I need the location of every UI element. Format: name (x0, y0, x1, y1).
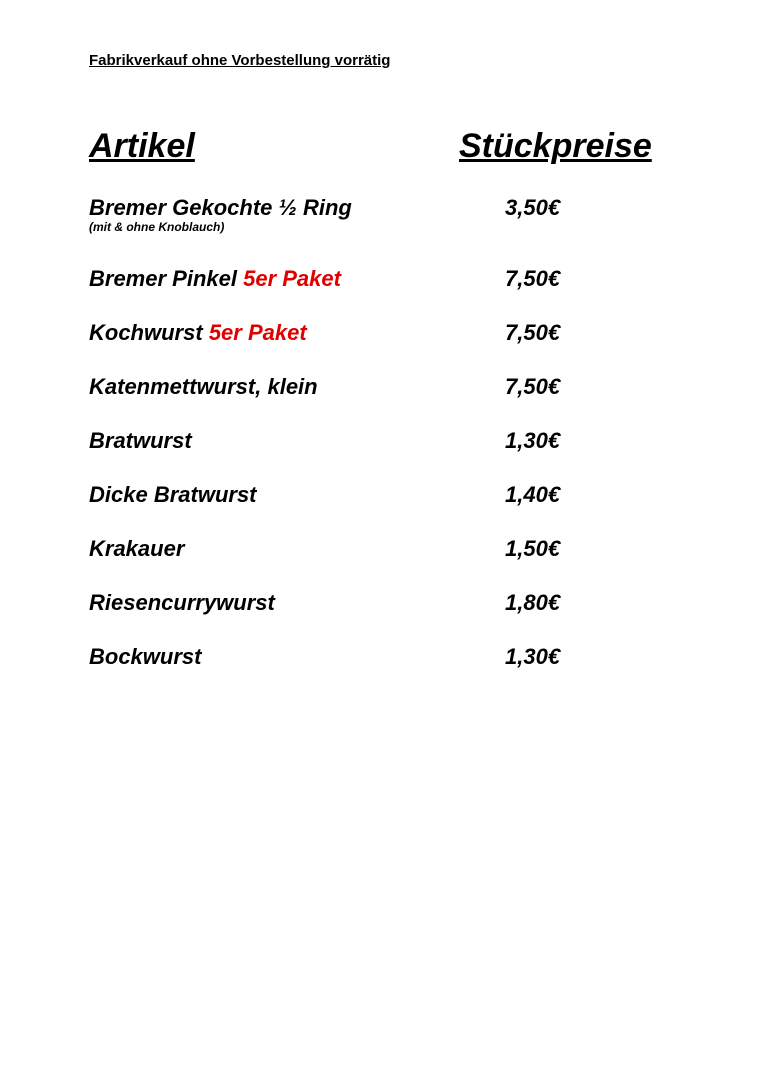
item-price: 1,40€ (505, 482, 561, 507)
item-name: Bremer Gekochte ½ Ring (89, 195, 352, 220)
item-price: 1,50€ (505, 536, 561, 561)
item-price: 7,50€ (505, 266, 561, 291)
column-header-article: Artikel (89, 127, 195, 165)
item-name: Bratwurst (89, 428, 192, 453)
item-price: 3,50€ (505, 195, 561, 220)
item-highlight: 5er Paket (208, 320, 307, 345)
item-price: 1,30€ (505, 644, 561, 669)
item-highlight: 5er Paket (243, 266, 341, 291)
item-price: 1,80€ (505, 590, 561, 615)
item-name: Katenmettwurst, klein (89, 374, 318, 399)
item-name: Bockwurst (89, 644, 202, 669)
header-note: Fabrikverkauf ohne Vorbestellung vorrätig (89, 52, 391, 69)
item-name: Krakauer (89, 536, 185, 561)
item-name: Dicke Bratwurst (89, 482, 257, 507)
item-note: (mit & ohne Knoblauch) (89, 220, 225, 234)
item-price: 1,30€ (505, 428, 561, 453)
item-name: Bremer Pinkel 5er Paket (89, 266, 341, 291)
item-name: Riesencurrywurst (89, 590, 275, 615)
item-price: 7,50€ (505, 374, 561, 399)
item-name: Kochwurst 5er Paket (89, 320, 307, 345)
item-price: 7,50€ (505, 320, 561, 345)
column-header-price: Stückpreise (459, 127, 652, 165)
